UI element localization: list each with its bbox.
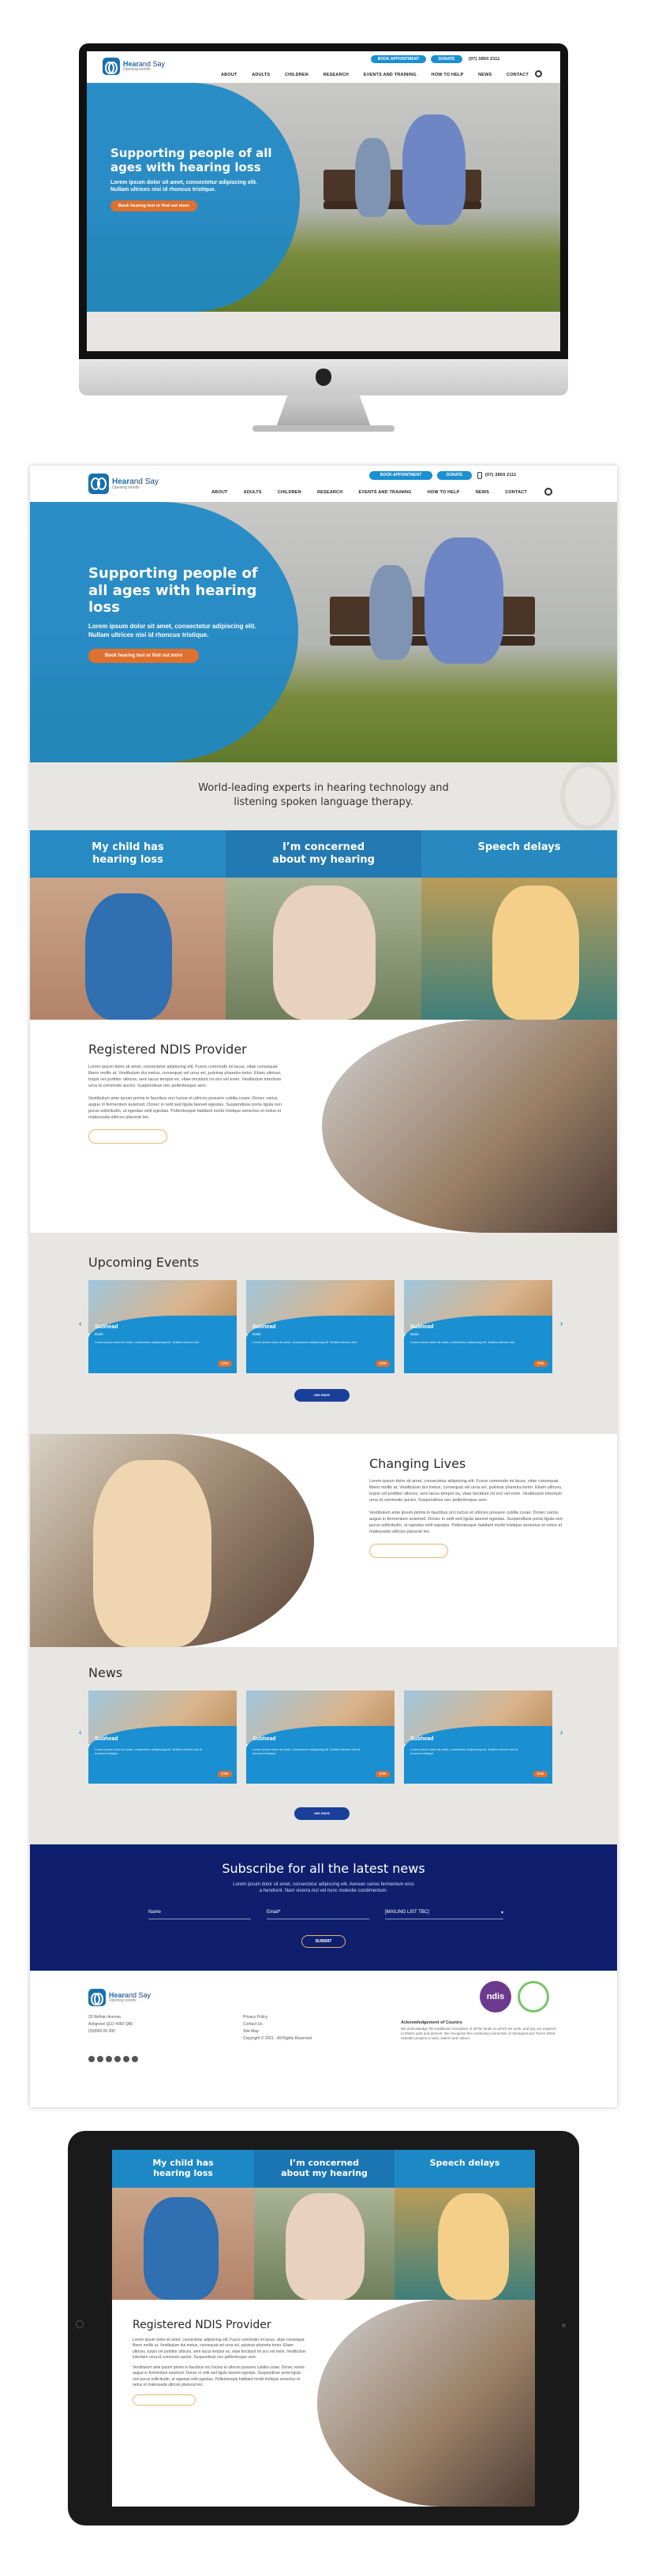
hero-text [88,565,270,663]
logo-icon [88,474,109,494]
events-prev-arrow-icon[interactable]: ‹ [79,1320,82,1328]
imac-stand-base [252,425,395,432]
site-logo[interactable]: Hearand Say Opening worlds [88,474,159,494]
news-next-arrow-icon[interactable]: › [560,1728,563,1737]
news-card[interactable]: Subhead Lorem ipsum dolor sit amet, consectetur adipiscing elit. Nullam ultrices nisi id rhoncus tristique. CTA [246,1690,395,1784]
linkedin-icon[interactable] [114,2056,121,2062]
events-heading: Upcoming Events [88,1255,200,1270]
imac-donate-button[interactable]: DONATE [431,55,462,63]
imac-stand [276,395,371,427]
tablet-tile-speech[interactable]: Speech delays [395,2150,535,2300]
events-see-more-button[interactable]: see more [294,1389,350,1402]
chevron-down-icon: ▾ [500,1911,503,1915]
footer-address: 29 Nothan Avenue, Ashgrove QLD 4060 Q80 (0)0000 00 000 [88,2015,133,2034]
nav-events[interactable]: EVENTS AND TRAINING [358,490,412,495]
tablet-read-more-button[interactable] [133,2394,196,2406]
intro-text: World-leading experts in hearing technology and listening spoken language therapy. [198,782,449,809]
event-card[interactable]: Subhead Darle Lorem ipsum dolor sit amet, consectetur adipiscing elit. Nullam ultrices nisi. CTA [88,1280,237,1373]
nav-research[interactable]: RESEARCH [316,490,343,495]
tablet-screen [112,2150,535,2507]
search-icon[interactable] [535,70,542,77]
subscribe-list-select[interactable]: [MAILING LIST TBC] ▾ [385,1910,503,1919]
subscribe-submit-button[interactable]: SUBMIT [301,1935,346,1948]
hero-title: Supporting people of all ages with hearing loss [88,565,258,616]
hero-body: Lorem ipsum dolor sit amet, consectetur adipiscing elit. Nullam ultrices nisi id rhoncus tristique. [88,622,256,638]
ndis-heading: Registered NDIS Provider [88,1042,247,1057]
event-card[interactable]: Subhead Darle Lorem ipsum dolor sit amet, consectetur adipiscing elit. Nullam ultrices nisi. CTA [404,1280,552,1373]
event-cta-button[interactable]: CTA [533,1361,548,1367]
ndis-badge: ndis [480,1981,511,2012]
phone-icon [477,472,482,479]
imac-phone[interactable]: (07) 3850 2111 [469,57,500,62]
tablet-tile-child[interactable]: My child has hearing loss [112,2150,254,2300]
tablet-ndis-photo [317,2300,535,2507]
news-heading: News [88,1665,123,1680]
news-cta-button[interactable]: CTA [376,1771,390,1777]
tablet-ndis-text: Registered NDIS Provider Lorem ipsum dolor sit amet, consectetur adipiscing elit. Fusce commodo mi lacus, vitae consequat libero mollis at. Vestibulum dui metus, consequat vel urna vel, pulvinar pharetra tortor. Etiam ultrices, turpis vel porttitor ultrices, sem lacus tempor ex, vitae tincidunt mi orci vel enim. Vestibulum interdum urna id commodo auctor. Suspendisse nec pellentesque sem. Vestibulum ante ipsum primis in faucibus orci luctus et ultrices posuere cubilia curae; Donec varius augue in fermentum euismod. Donec in velit sed ligula laoreet egestas. Suspendisse porta ligula non purus sollicitudin, ut egestas velit egestas. Pellentesque habitant morbi tristique senectus et netus et malesuada ultrices placerat leo. [133,2319,306,2406]
tablet-camera-icon [562,2323,566,2327]
imac-header [87,51,560,83]
imac-screen [87,51,560,351]
imac-book-button[interactable]: BOOK APPOINTMENT [371,55,426,63]
subscribe-content: Subscribe for all the latest news Lorem ipsum dolor sit amet, consectetur adipiscing elit. Aenean varius fermentum eros a hendrerit. Nam viverra nisl vel nunc molestie condimentum. [30,1861,617,1893]
subscribe-name-field[interactable]: Name [148,1910,251,1919]
imac-page-peek [87,312,560,351]
twitter-icon[interactable] [106,2056,112,2062]
changing-heading: Changing Lives [369,1456,466,1471]
facebook-icon[interactable] [88,2056,95,2062]
footer-logo[interactable]: Hearand Say Opening worlds [88,1989,151,2006]
tile-child-hearing[interactable]: My child has hearing loss [30,830,226,1020]
phone-number[interactable]: (07) 3850 2111 [485,473,517,477]
imac-hero-cta[interactable]: Book hearing test or find out more [110,200,197,212]
news-cta-button[interactable]: CTA [218,1771,232,1777]
news-cta-button[interactable]: CTA [533,1771,548,1777]
subscribe-heading: Subscribe for all the latest news [222,1861,425,1876]
acknowledgement: Acknowledgement of Country We acknowledge the traditional custodians of all the lands on which we work, and pay our respects to Elders past and present. We recognise the continuing connection of Aboriginal and Torres Strait Islander peoples to land, waters and culture. [401,2020,556,2041]
book-appointment-button[interactable]: BOOK APPOINTMENT [369,471,432,480]
woman-figure [93,1460,211,1647]
event-cta-button[interactable]: CTA [376,1361,390,1367]
news-card[interactable]: Subhead Lorem ipsum dolor sit amet, consectetur adipiscing elit. Nullam ultrices nisi id rhoncus tristique. CTA [404,1690,552,1784]
tablet-tile-concerned[interactable]: I’m concerned about my hearing [254,2150,395,2300]
logo-icon [88,1989,106,2006]
events-next-arrow-icon[interactable]: › [560,1320,563,1328]
nav-news[interactable]: NEWS [475,490,490,495]
main-nav [211,490,527,495]
event-card[interactable]: Subhead Darle Lorem ipsum dolor sit amet, consectetur adipiscing elit. Nullam ultrices nisi. CTA [246,1280,395,1373]
search-icon[interactable] [544,488,552,496]
nav-how-to-help[interactable]: HOW TO HELP [427,490,460,495]
tile-speech-delays[interactable]: Speech delays [421,830,617,1020]
tablet-home-button-icon [76,2320,84,2328]
phone-icon[interactable] [132,2056,138,2062]
tablet-mockup [68,2131,579,2525]
imac-hero-text: Supporting people of all ages with hearing loss Lorem ipsum dolor sit amet, consectetur adipiscing elit. Nullam ultrices nisi id rhoncus tristique. Book hearing test or find out more [110,146,276,212]
accreditation-badge-icon [518,1981,549,2012]
instagram-icon[interactable] [97,2056,103,2062]
subscribe-email-field[interactable]: Email* [267,1910,369,1919]
nav-adults[interactable]: ADULTS [243,490,262,495]
site-header [30,466,617,502]
donate-button[interactable]: DONATE [437,471,472,480]
ndis-read-more-button[interactable] [88,1129,167,1144]
tile-concerned-hearing[interactable]: I’m concerned about my hearing [226,830,421,1020]
changing-text: Changing Lives Lorem ipsum dolor sit amet, consectetur adipiscing elit. Fusce commodo mi lacus, vitae consequat libero mollis at. Vestibulum dui metus, consequat vel urna vel, pulvinar pharetra tortor. Etiam ultrices, turpis vel porttitor ultrices, sem lacus tempor ex, vitae tincidunt mi orci vel enim. Vestibulum interdum urna id commodo auctor. Suspendisse nec pellentesque sem. Vestibulum ante ipsum primis in faucibus orci luctus et ultrices posuere cubilia curae; Donec varius augue in fermentum euismod. Donec in velit sed ligula laoreet egestas. Suspendisse porta ligula non purus sollicitudin, ut egestas velit egestas. Pellentesque habitant morbi tristique senectus et netus et malesuada ultrices placerat leo. [369,1456,567,1558]
footer-links: Privacy Policy Contact Us Site Map Copyright © 2021 - All Rights Reserved [243,2015,312,2041]
news-see-more-button[interactable]: see more [294,1807,350,1820]
nav-contact[interactable]: CONTACT [505,490,527,495]
apple-logo-icon [316,369,331,386]
hero-cta-button[interactable]: Book hearing test or find out more [88,649,199,663]
event-cta-button[interactable]: CTA [218,1361,232,1367]
full-page [30,466,617,2107]
news-card[interactable]: Subhead Lorem ipsum dolor sit amet, consectetur adipiscing elit. Nullam ultrices nisi id rhoncus tristique. CTA [88,1690,237,1784]
youtube-icon[interactable] [123,2056,129,2062]
nav-children[interactable]: CHILDREN [277,490,301,495]
imac-mockup [79,43,568,438]
news-prev-arrow-icon[interactable]: ‹ [79,1728,82,1737]
imac-nav: ABOUT ADULTS CHILDREN RESEARCH EVENTS AND TRAINING HOW TO HELP NEWS CONTACT [221,73,529,77]
ndis-text: Registered NDIS Provider Lorem ipsum dolor sit amet, consectetur adipiscing elit. Fusce commodo mi lacus, vitae consequat libero mollis at. Vestibulum dui metus, consequat vel urna vel, pulvinar pharetra tortor. Etiam ultrices, turpis vel porttitor ultrices, sem lacus tempor ex, vitae tincidunt mi orci vel enim. Vestibulum interdum urna id commodo auctor. Suspendisse nec pellentesque sem. Vestibulum ante ipsum primis in faucibus orci luctus et ultrices posuere cubilia curae; Donec varius augue in fermentum euismod. Donec in velit sed ligula laoreet egestas. Suspendisse porta ligula non purus sollicitudin, ut egestas velit egestas. Pellentesque habitant morbi tristique senectus et netus et malesuada ultrices placerat leo. [88,1042,286,1144]
footer-social [88,2052,140,2066]
logo-icon [103,58,120,75]
nav-about[interactable]: ABOUT [211,490,228,495]
imac-logo[interactable]: Hearand Say Opening worlds [103,58,165,75]
changing-read-more-button[interactable] [369,1544,448,1558]
decorative-swirl-icon [560,762,615,830]
